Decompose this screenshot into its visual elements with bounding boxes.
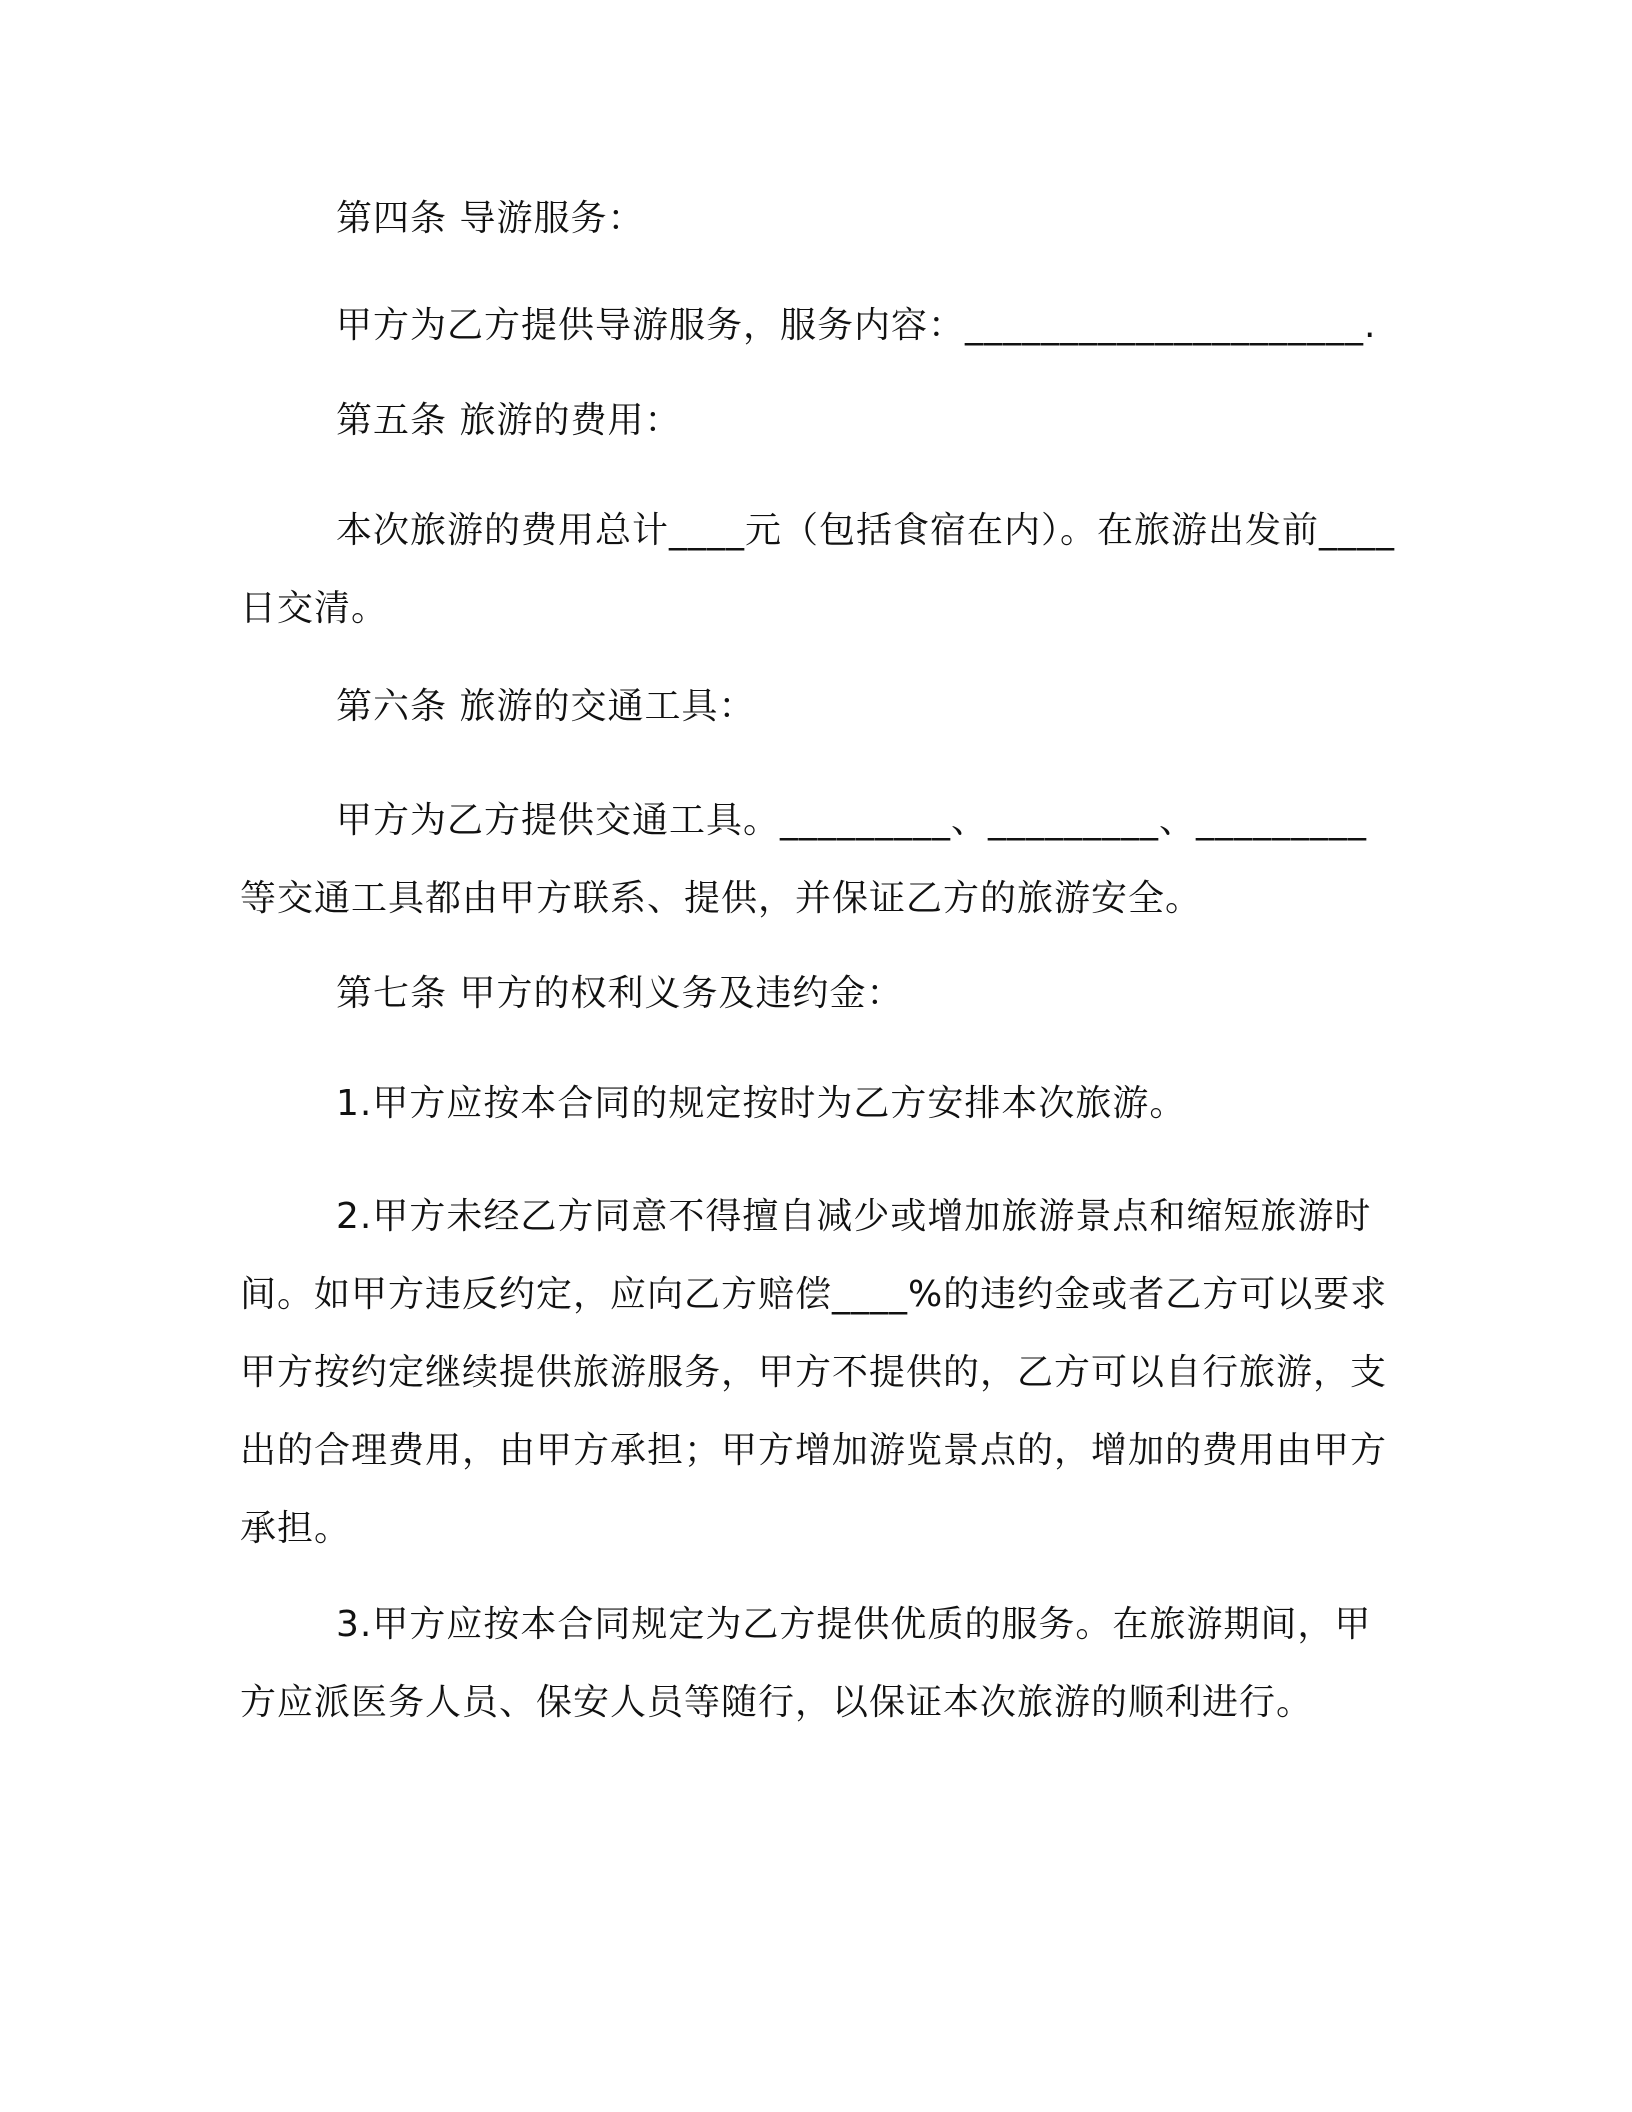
article-7-heading: 第七条 甲方的权利义务及违约金： — [336, 973, 904, 1014]
article-5-text: 本次旅游的费用总计____元（包括食宿在内）。在旅游出发前____日交清。 — [240, 510, 1396, 629]
article-4-heading: 第四条 导游服务： — [336, 198, 645, 239]
article-7-item-3: 3.甲方应按本合同规定为乙方提供优质的服务。在旅游期间，甲方应派医务人员、保安人员等随行，以保证本次旅游的顺利进行。 — [240, 1604, 1372, 1723]
article-6-text: 甲方为乙方提供交通工具。_________、_________、_________等交通工具都由甲方联系、提供，并保证乙方的旅游安全。 — [240, 800, 1368, 919]
article-7-item-2: 2.甲方未经乙方同意不得擅自减少或增加旅游景点和缩短旅游时间。如甲方违反约定，应向乙方赔偿____%的违约金或者乙方可以要求甲方按约定继续提供旅游服务，甲方不提供的，乙方可以自行旅游，支出的合理费用，由甲方承担；甲方增加游览景点的，增加的费用由甲方承担。 — [240, 1196, 1388, 1549]
article-6-heading: 第六条 旅游的交通工具： — [336, 686, 756, 727]
article-7-item-1: 1.甲方应按本合同的规定按时为乙方安排本次旅游。 — [336, 1083, 1187, 1124]
article-5-heading: 第五条 旅游的费用： — [336, 400, 682, 441]
article-4-text: 甲方为乙方提供导游服务，服务内容：_____________________. — [336, 305, 1377, 346]
